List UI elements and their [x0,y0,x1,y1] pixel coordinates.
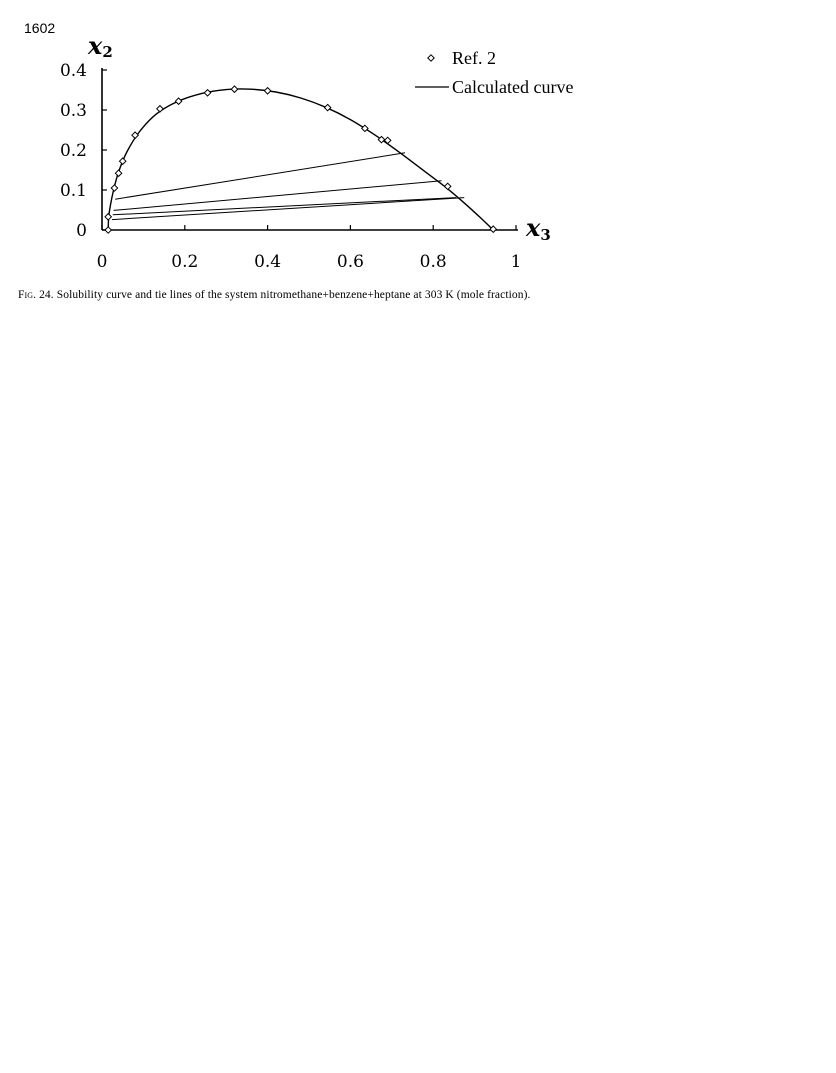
legend-ref2-label: Ref. 2 [452,48,496,68]
tie-line [112,198,464,220]
ref2-data-point [264,88,270,94]
calculated-curve-group [108,89,493,230]
tie-lines [112,153,464,220]
ref2-data-point [111,185,117,191]
ref2-data-point [105,227,111,233]
y-axis-title: x2 [88,31,113,61]
legend [415,48,573,97]
legend-calculated-curve-label: Calculated curve [452,77,574,97]
tie-line [114,181,442,211]
ref2-data-point [157,106,163,112]
y-tick-label: 0.2 [59,141,87,161]
ref2-data-point [175,98,181,104]
figure-caption [18,289,818,301]
y-tick-label: 0.3 [59,101,87,121]
y-tick-label: 0 [76,221,87,241]
legend-diamond-icon [428,55,434,61]
caption-figure-number: Fig. 24. [18,289,54,301]
ref2-data-point [132,132,138,138]
x-axis-title: x3 [526,213,551,244]
x-tick-label: 0 [96,252,108,272]
x-tick-label: 1 [510,252,522,272]
tie-line [115,153,405,199]
solubility-chart [0,0,836,285]
ref2-data-point [204,90,210,96]
caption-text: Solubility curve and tie lines of the system nitromethane+benzene+heptane at 303 K (mole fraction). [56,289,531,301]
ref2-data-point [105,214,111,220]
x-tick-label: 0.8 [419,252,447,272]
x-tick-label: 0.6 [336,252,364,272]
ref2-data-point [444,183,450,189]
page-number: 1602 [24,20,56,36]
x-tick-label: 0.2 [171,252,199,272]
calculated-curve [108,89,493,230]
ref2-data-point [115,170,121,176]
y-tick-label: 0.4 [59,61,87,81]
ref2-data-point [120,158,126,164]
y-tick-label: 0.1 [59,181,87,201]
ref2-data-point [231,86,237,92]
x-tick-label: 0.4 [254,252,282,272]
